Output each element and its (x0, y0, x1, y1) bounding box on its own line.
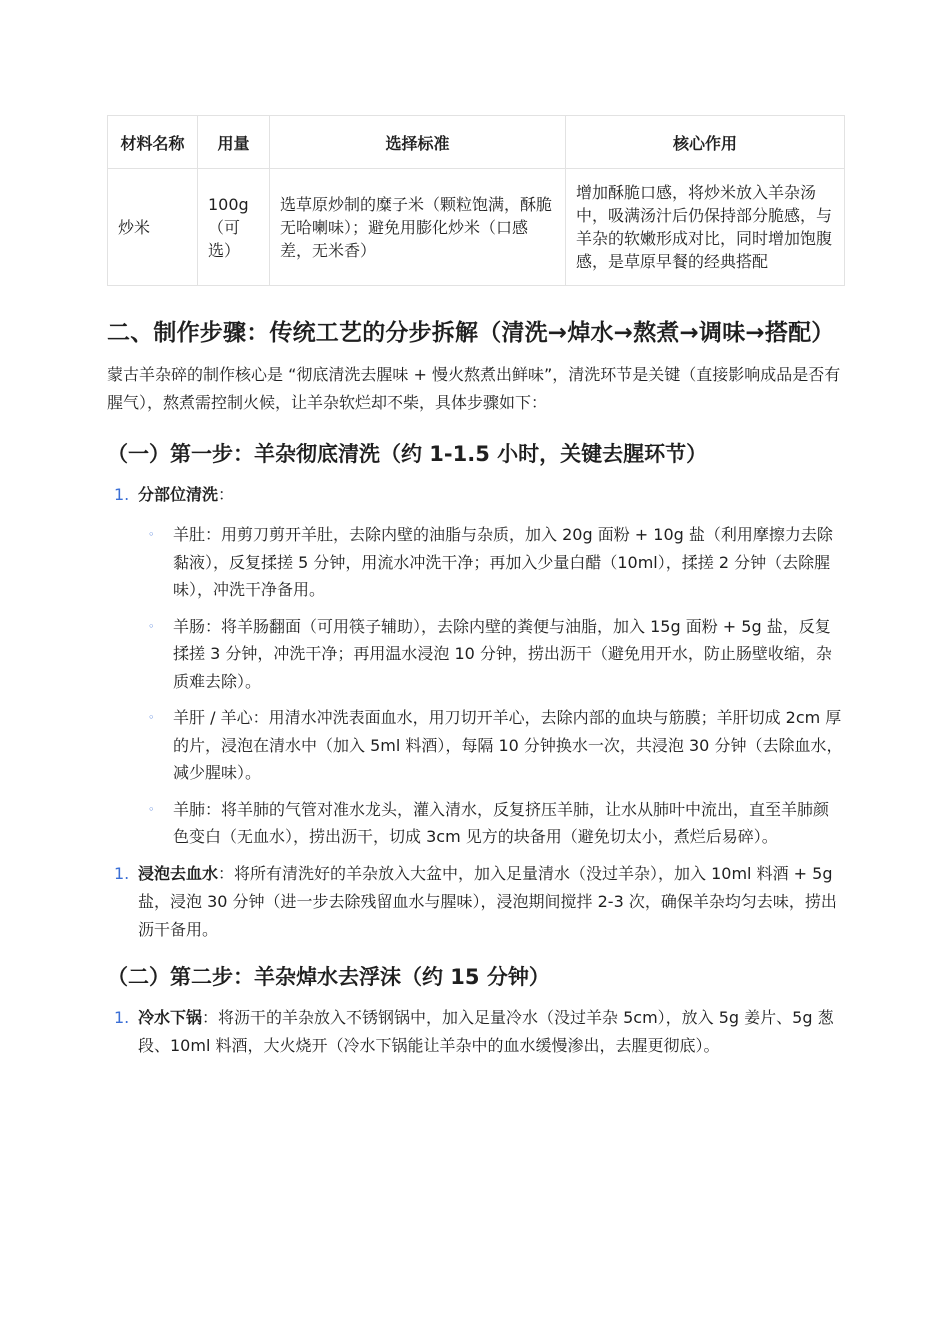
table-row (108, 169, 845, 286)
step1-heading: （一）第一步：羊杂彻底清洗（约 1-1.5 小时，关键去腥环节） (107, 442, 708, 466)
list-number: 1. (114, 863, 130, 883)
list-number: 1. (114, 485, 130, 504)
list-item-title: 分部位清洗 (138, 485, 219, 504)
sub-list-item (138, 613, 844, 696)
sub-list-item (138, 796, 844, 851)
list-item-text: ：将所有清洗好的羊杂放入大盆中，加入足量清水（没过羊杂），加入 10ml 料酒 + 5g 盐，浸泡 30 分钟（进一步去除残留血水与腥味），浸泡期间搅拌 2-3 次，确保羊杂均匀去味，捞出沥干备用。 (138, 863, 837, 939)
sub-list (138, 521, 844, 851)
sub-item-text: 羊肚：用剪刀剪开羊肚，去除内壁的油脂与杂质，加入 20g 面粉 + 10g 盐（利用摩擦力去除黏液），反复揉搓 5 分钟，用流水冲洗干净；再加入少量白醋（10ml），揉搓 2 分钟（去除腥味），冲洗干净备用。 (173, 525, 833, 599)
cell-amount: 100g（可选） (198, 169, 270, 286)
sub-item-text: 羊肝 / 羊心：用清水冲洗表面血水，用刀切开羊心，去除内部的血块与筋膜；羊肝切成 2cm 厚的片，浸泡在清水中（加入 5ml 料酒），每隔 10 分钟换水一次，共浸泡 30 分钟（去除血水，减少腥味）。 (173, 708, 843, 782)
list-item-text: ：将沥干的羊杂放入不锈钢锅中，加入足量冷水（没过羊杂 5cm），放入 5g 姜片、5g 葱段、10ml 料酒，大火烧开（冷水下锅能让羊杂中的血水缓慢渗出，去腥更彻底）。 (138, 1007, 834, 1055)
bullet-icon: ◦ (148, 802, 155, 816)
step2-list (107, 1004, 844, 1060)
list-item (107, 860, 844, 944)
table-header-row (108, 116, 845, 169)
list-item (107, 1004, 844, 1060)
header-amount: 用量 (198, 116, 270, 169)
document-content (107, 115, 844, 1068)
cell-standard: 选草原炒制的糜子米（颗粒饱满，酥脆无哈喇味）；避免用膨化炒米（口感差，无米香） (270, 169, 566, 286)
list-item-title: 冷水下锅 (138, 1007, 203, 1027)
cell-name: 炒米 (108, 169, 198, 286)
bullet-icon: ◦ (148, 619, 155, 633)
sub-item-text: 羊肺：将羊肺的气管对准水龙头，灌入清水，反复挤压羊肺，让水从肺叶中流出，直至羊肺颜色变白（无血水），捞出沥干，切成 3cm 见方的块备用（避免切太小，煮烂后易碎）。 (173, 799, 830, 846)
list-number: 1. (114, 1007, 130, 1027)
step2-heading: （二）第二步：羊杂焯水去浮沫（约 15 分钟） (107, 964, 550, 989)
cell-role: 增加酥脆口感，将炒米放入羊杂汤中，吸满汤汁后仍保持部分脆感，与羊杂的软嫩形成对比，同时增加饱腹感，是草原早餐的经典搭配 (566, 169, 845, 286)
list-item-text: ： (218, 485, 235, 504)
bullet-icon: ◦ (148, 528, 155, 541)
header-standard: 选择标准 (270, 116, 566, 169)
sub-item-text: 羊肠：将羊肠翻面（可用筷子辅助），去除内壁的粪便与油脂，加入 15g 面粉 + 5g 盐，反复揉搓 3 分钟，冲洗干净；再用温水浸泡 10 分钟，捞出沥干（避免用开水，防止肠壁收缩，杂质难去除）。 (173, 616, 832, 691)
bullet-icon: ◦ (148, 711, 155, 724)
section-intro: 蒙古羊杂碎的制作核心是 “彻底清洗去腥味 + 慢火熬煮出鲜味”，清洗环节是关键（直接影响成品是否有腥气），熬煮需控制火候，让羊杂软烂却不柴，具体步骤如下： (107, 365, 841, 412)
step1-list (107, 481, 844, 944)
header-role: 核心作用 (566, 116, 845, 169)
list-item-title: 浸泡去血水 (138, 863, 219, 883)
list-item (107, 481, 844, 851)
sub-list-item (138, 704, 844, 787)
header-name: 材料名称 (108, 116, 198, 169)
section-heading: 二、制作步骤：传统工艺的分步拆解（清洗→焯水→熬煮→调味→搭配） (107, 320, 835, 346)
sub-list-item (138, 521, 844, 604)
materials-table (107, 115, 845, 286)
